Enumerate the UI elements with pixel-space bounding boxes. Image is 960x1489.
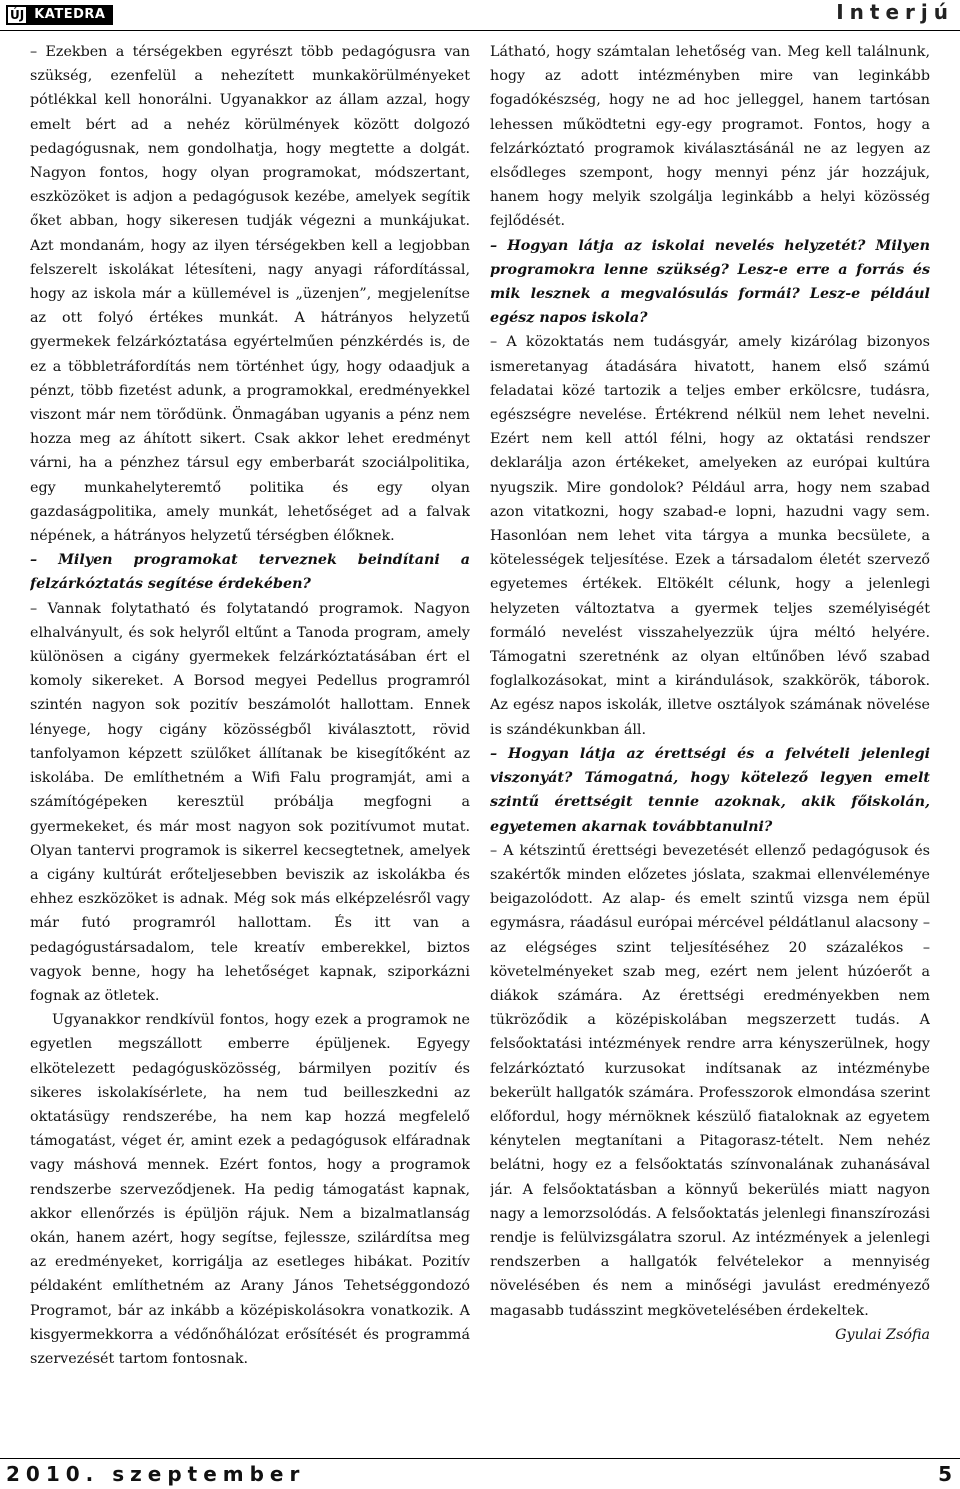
footer-rule xyxy=(0,1458,960,1459)
magazine-logo xyxy=(6,5,113,25)
section-title: Interjú xyxy=(836,0,954,24)
right-column xyxy=(490,40,930,1450)
page-header xyxy=(0,0,960,30)
right-paragraph-2: – A közoktatás nem tudásgyár, amely kizárólag bizonyos ismeretanyag átadására hivatott, hanem első számú feladatai közé tartozik a teljes ember erkölcsre, tudásra, egészségre nevelése. Értékrend nélkül nem lehet nevelni. Ezért nem kell attól félni, hogy az oktatási rendszer deklarálja azon értékeket, amelyeken az európai kultúra nyugszik. Mire gondolok? Például arra, hogy nem szabad azon vitatkozni, hogy szabad-e lopni, hazudni vagy sem. Hasonlóan nem lehet vita tárgya a munka becsülete, a kötelességek teljesítése. Ezek a társadalom életét szervező egyetemes értékek. Eltökélt célunk, hogy a jelenlegi helyzeten változtatva a gyermek teljes személyiségét formáló nevelést visszahelyezzük újra méltó helyére. Támogatni szeretnénk az olyan eltűnőben lévő szabad foglalkozásokat, mint a kirándulások, szakkörök, táborok. Az egész napos iskolák, illetve osztályok számának növelése is szándékunkban áll. xyxy=(490,334,930,738)
right-paragraph-1: Látható, hogy számtalan lehetőség van. Meg kell találnunk, hogy az adott intézményben mire van leginkább fogadókészség, hogy ne ad hoc jelleggel, hanem tartósan lehessen működtetni egy-egy programot. Fontos, hogy a felzárkóztató programok kiválasztásánál ne az legyen az elsődleges szempont, hogy mennyi pénz jár hozzájuk, hanem hogy melyik szolgálja leginkább a helyi közösség fejlődését. xyxy=(490,44,930,230)
author-signature: Gyulai Zsófia xyxy=(835,1326,930,1343)
left-paragraph-2: – Vannak folytatható és folytatandó programok. Nagyon elhalványult, és sok helyről eltűnt a Tanoda program, amely különösen a cigány gyermekek felzárkóztatásában ért el komoly sikereket. A Borsod megyei Pedellus programról szintén nagyon sok pozitív beszámolót hallottam. Ennek lényege, hogy cigány közösségből kiválasztott, rövid tanfolyamon képzett szülőket állítanak be kisegítőként az iskolába. De említhetném a Wifi Falu programját, ami a számítógépeken keresztül próbálja megfogni a gyermekeket, és már most nagyon sok pozitívumot mutat. Olyan tantervi programok is sikerrel kecsegtetnek, amelyek a cigány kultúrát erőteljesebben beviszik az iskolákba és ehhez eszközöket is adnak. Még sok más elképzelésről vagy már futó programról hallottam. És itt van a pedagógustársadalom, tele kreatív emberekkel, biztos vagyok benne, hogy ha lehetőséget kapnak, sziporkázni fognak az ötletek. xyxy=(30,600,470,1004)
left-paragraph-1: – Ezekben a térségekben egyrészt több pedagógusra van szükség, ezenfelül a nehezített munkakörülményeket pótlékkal kell honorálni. Ugyanakkor az állam azzal, hogy emelt bért ad a nehéz körülmények között dolgozó pedagógusnak, nem gondolhatja, hogy megtette a dolgát. Nagyon fontos, hogy olyan programokat, módszertant, eszközöket is adjon a pedagógusok kezébe, amelyek segítik őket abban, hogy sikeresen tudják végezni a munkájukat. Azt mondanám, hogy az ilyen térségekben kell a legjobban felszerelt iskolákat létesíteni, nagy anyagi ráfordítással, hogy az iskola már a küllemével is „üzenjen”, megjelenítse az ott folyó értékes munkát. A hátrányos helyzetű gyermekek felzárkóztatása egyértelműen pénzkérdés is, de ez a többletráfordítás nem történhet úgy, hogy odaadjuk a pénzt, több fizetést adunk, a programokkal, eredményekkel viszont már nem törődünk. Önmagában ugyanis a pénz nem hozza meg az áhított sikert. Csak akkor lehet eredményt várni, ha a pénzhez társul egy emberbarát szociálpolitika, egy munkahelyteremtő politika és egy olyan gazdaságpolitika, amely munkát, lehetőséget ad a falvak népének, a hátrányos helyzetű térségben élőknek. xyxy=(30,44,470,545)
left-paragraph-3: Ugyanakkor rendkívül fontos, hogy ezek a programok ne egyetlen megszállott emberre épüljenek. Egyegy elkötelezett pedagógusközösség, bármilyen pozitív és sikeres iskolakísérlete, ha nem tud beilleszkedni az oktatásügy rendszerébe, ha nem kap hozzá megfelelő támogatást, véget ér, amint ezek a pedagógusok elfáradnak vagy máshová mennek. Ezért fontos, hogy a programok rendszerbe szerveződjenek. Ha pedig támogatást kapnak, akkor ellenőrzés is épüljön rájuk. Nem a bizalmatlanság okán, hanem azért, hogy segítse, fejlessze, szilárdítsa meg az eredményeket, korrigálja az esetleges hibákat. Pozitív példaként említhetném az Arany János Tehetséggondozó Programot, bár az inkább a középiskolásokra vonatkozik. A kisgyermekkorra a védőnőhálózat erősítését és programmá szervezését tartom fontosnak. xyxy=(30,1012,470,1367)
interview-question-3: – Hogyan látja az érettségi és a felvételi jelenlegi viszonyát? Támogatná, hogy kötelező legyen emelt szintű érettségit tennie azoknak, akik főiskolán, egyetemen akarnak továbbtanulni? xyxy=(490,745,930,835)
page-footer xyxy=(0,1462,960,1489)
interview-question-1: – Milyen programokat terveznek beindítani a felzárkóztatás segítése érdekében? xyxy=(30,552,470,593)
page-number: 5 xyxy=(938,1462,952,1486)
logo-name: KATEDRA xyxy=(28,5,113,25)
left-column xyxy=(30,40,470,1450)
right-paragraph-3: – A kétszintű érettségi bevezetését ellenző pedagógusok és szakértők minden előzetes jóslata, szakmai ellenvéleménye beigazolódott. Az alap- és emelt szintű vizsga nem épül egymásra, ráadásul európai mércével példátlanul alacsony – az elégséges szint teljesítéséhez 20 százalékos – követelményeket szab meg, ezért nem jelent húzóerőt a diákok számára. Az érettségi eredményekben nem tükröződik a középiskolában megszerzett tudás. A felsőoktatási intézmények rendre arra kényszerülnek, hogy felzárkóztató kurzusokat indítsanak az intézménybe bekerült hallgatók számára. Professzorok elmondása szerint előfordul, hogy mérnöknek készülő fiataloknak az egyetem kénytelen megtanítani a Pitagorasz-tételt. Nem nehéz belátni, hogy ez a felsőoktatás színvonalának zuhanásával jár. A felsőoktatásban a könnyű bekerülés miatt nagyon nagy a lemorzsolódás. A felsőoktatás jelenlegi finanszírozási rendje is felülvizsgálatra szorul. Az intézmények a jelenlegi rendszerben a hallgatók felvételekor a mennyiség növelésében és nem a minőségi javulást eredményező magasabb tudásszint megkövetelésében érdekeltek. xyxy=(490,842,930,1319)
interview-question-2: – Hogyan látja az iskolai nevelés helyzetét? Milyen programokra lenne szükség? Lesz-e erre a forrás és mik lesznek a megvalósulás formái? Lesz-e például egész napos iskola? xyxy=(490,237,930,327)
header-rule xyxy=(0,30,960,31)
issue-date: 2010. szeptember xyxy=(6,1462,306,1486)
logo-prefix: ÚJ xyxy=(6,5,28,25)
